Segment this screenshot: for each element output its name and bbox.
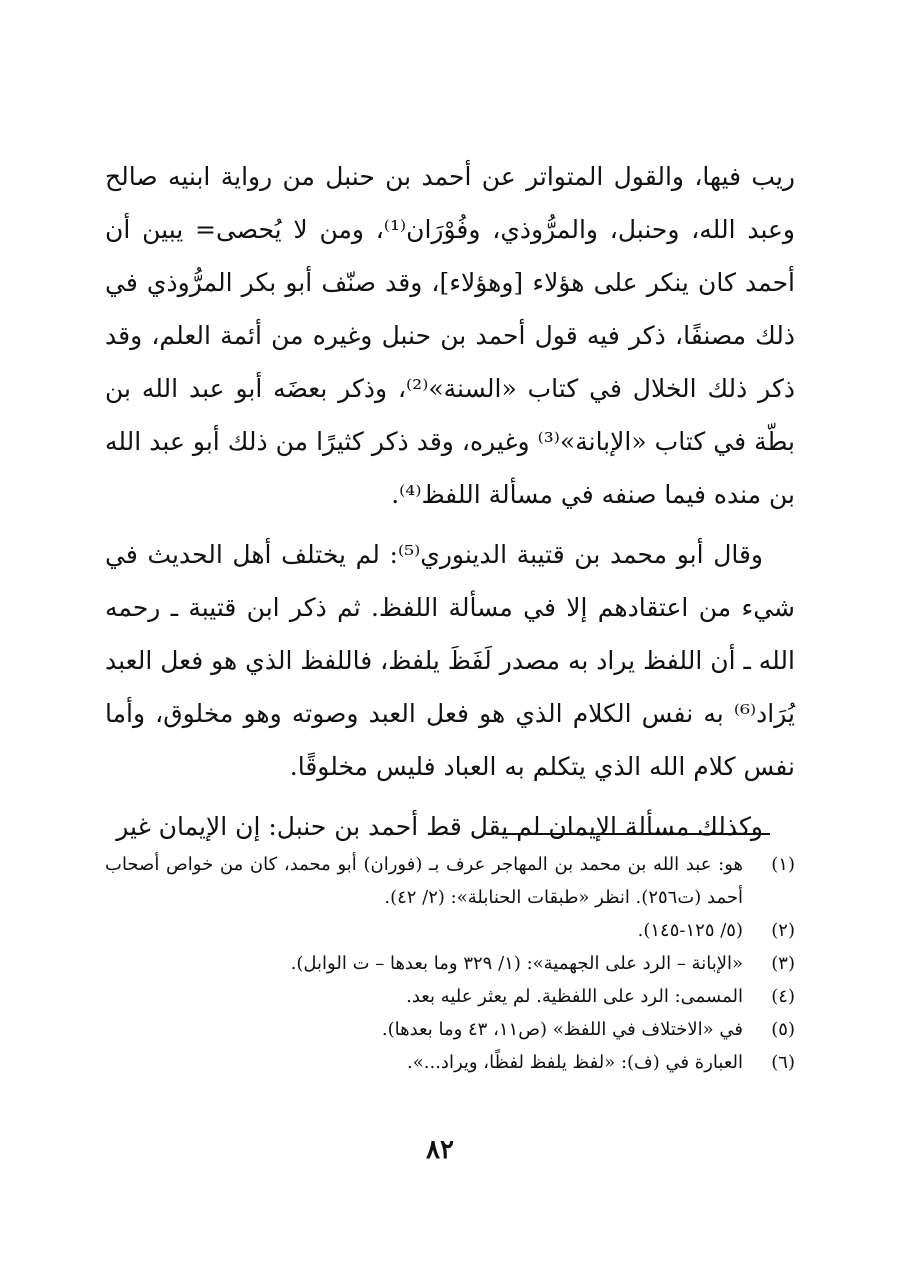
footnote-text: «الإبانة – الرد على الجهمية»: (١/ ٣٢٩ وما بعدها – ت الوابل). bbox=[290, 953, 743, 974]
footnote-text: المسمى: الرد على اللفظية. لم يعثر عليه بعد. bbox=[406, 986, 743, 1007]
footnotes-list bbox=[105, 848, 795, 1079]
footnote-number: (١) bbox=[771, 854, 795, 875]
footnote-separator bbox=[500, 833, 770, 835]
footnote-text: العبارة في (ف): «لفظ يلفظ لفظًا، ويراد...». bbox=[407, 1052, 743, 1073]
footnote-number: (٣) bbox=[771, 953, 795, 974]
footnote-text: هو: عبد الله بن محمد بن المهاجر عرف بـ (فوران) أبو محمد، كان من خواص أصحاب أحمد (ت٢٥٦). انظر «طبقات الحنابلة»: (٢/ ٤٢). bbox=[105, 854, 743, 908]
footnote-item bbox=[105, 848, 795, 914]
footnote-number: (٤) bbox=[771, 986, 795, 1007]
footnote-number: (٢) bbox=[771, 920, 795, 941]
footnote-item bbox=[105, 1013, 795, 1046]
body-paragraph-2: وقال أبو محمد بن قتيبة الدينوري⁽⁵⁾: لم يختلف أهل الحديث في شيء من اعتقادهم إلا في مسألة اللفظ. ثم ذكر ابن قتيبة ـ رحمه الله ـ أن اللفظ يراد به مصدر لَفَظَ يلفظ، فاللفظ الذي هو فعل العبد يُرَاد⁽⁶⁾ به نفس الكلام الذي هو فعل العبد وصوته وهو مخلوق، وأما نفس كلام الله الذي يتكلم به العباد فليس مخلوقًا. bbox=[105, 540, 795, 781]
main-text bbox=[105, 150, 795, 853]
footnote-number: (٥) bbox=[771, 1019, 795, 1040]
footnote-text: في «الاختلاف في اللفظ» (ص١١، ٤٣ وما بعدها). bbox=[381, 1019, 743, 1040]
footnote-number: (٦) bbox=[771, 1052, 795, 1073]
body-paragraph-3: وكذلك مسألة الإيمان لم يقل قط أحمد بن حنبل: إن الإيمان غير bbox=[116, 812, 763, 841]
footnote-text: (٥/ ١٢٥-١٤٥). bbox=[637, 920, 743, 941]
footnote-item bbox=[105, 947, 795, 980]
body-paragraph-1: ريب فيها، والقول المتواتر عن أحمد بن حنبل من رواية ابنيه صالح وعبد الله، وحنبل، والمرُّوذي، وفُوْرَان⁽¹⁾، ومن لا يُحصى= يبين أن أحمد كان ينكر على هؤلاء [وهؤلاء]، وقد صنّف أبو بكر المرُّوذي في ذلك مصنفًا، ذكر فيه قول أحمد بن حنبل وغيره من أئمة العلم، وقد ذكر ذلك الخلال في كتاب «السنة»⁽²⁾، وذكر بعضَه أبو عبد الله بن بطّة في كتاب «الإبانة»⁽³⁾ وغيره، وقد ذكر كثيرًا من ذلك أبو عبد الله بن منده فيما صنفه في مسألة اللفظ⁽⁴⁾. bbox=[105, 162, 796, 509]
page-number: ٨٢ bbox=[426, 1135, 454, 1165]
footnote-item bbox=[105, 914, 795, 947]
footnote-item bbox=[105, 980, 795, 1013]
footnote-item bbox=[105, 1046, 795, 1079]
